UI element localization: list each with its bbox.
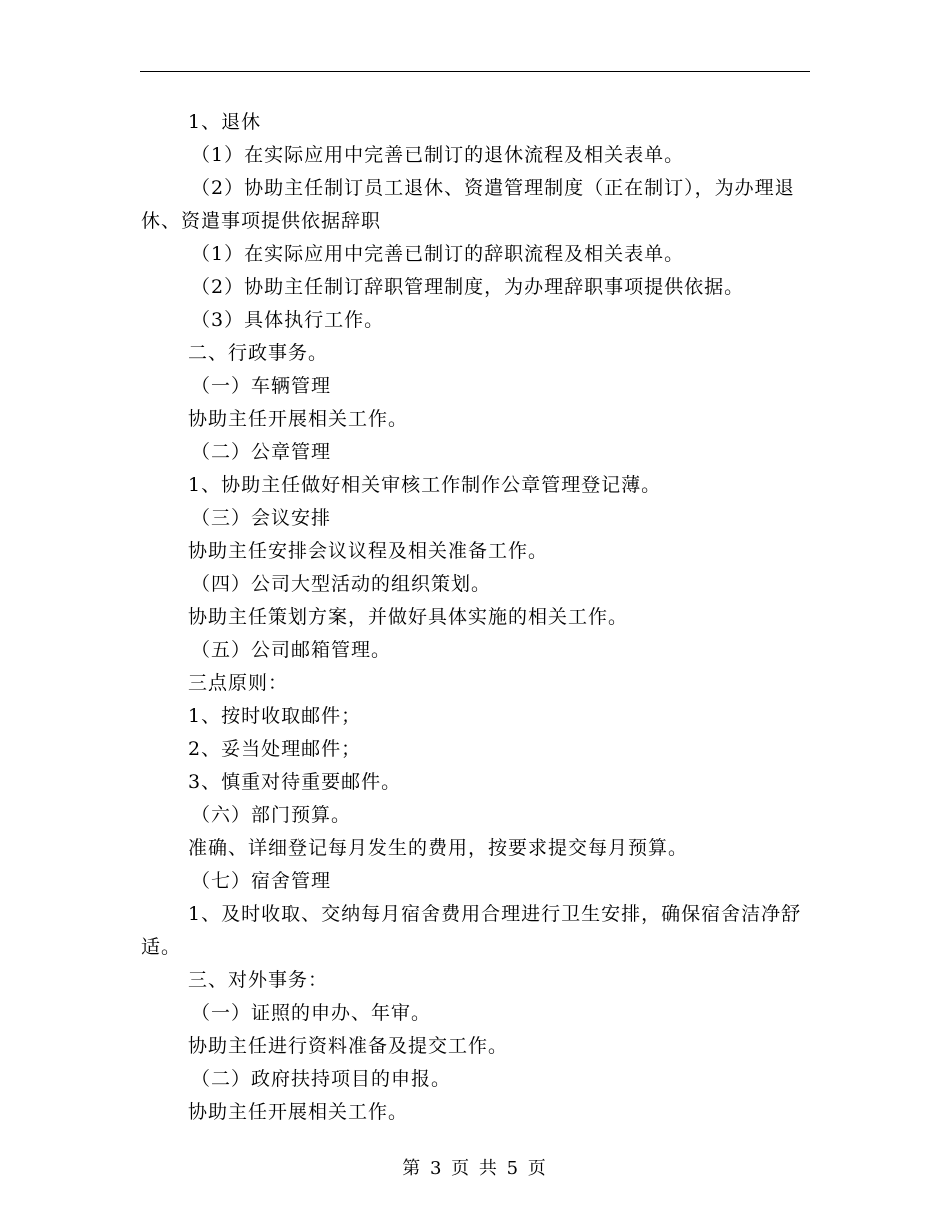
text-line: 1、及时收取、交纳每月宿舍费用合理进行卫生安排，确保宿舍洁净舒适。	[141, 903, 802, 958]
text-line: （四）公司大型活动的组织策划。	[191, 573, 492, 595]
text-line: （五）公司邮箱管理。	[191, 639, 392, 661]
text-line: （一）车辆管理	[191, 375, 332, 397]
header-rule	[140, 71, 810, 72]
text-line: 1、退休	[188, 111, 262, 133]
document-body	[141, 106, 811, 1129]
text-line: （1）在实际应用中完善已制订的退休流程及相关表单。	[191, 144, 685, 166]
text-line: （2）协助主任制订员工退休、资遣管理制度（正在制订），为办理退休、资遣事项提供依据辞职	[141, 177, 795, 232]
text-line: （七）宿舍管理	[191, 870, 332, 892]
text-line: 三点原则：	[188, 672, 289, 694]
text-line: 协助主任安排会议议程及相关准备工作。	[188, 540, 549, 562]
text-line: 协助主任进行资料准备及提交工作。	[188, 1035, 509, 1057]
text-line: （三）会议安排	[191, 507, 332, 529]
text-line: （1）在实际应用中完善已制订的辞职流程及相关表单。	[191, 243, 685, 265]
text-line: （二）政府扶持项目的申报。	[191, 1068, 452, 1090]
text-line: 协助主任开展相关工作。	[188, 1101, 409, 1123]
text-line: （2）协助主任制订辞职管理制度，为办理辞职事项提供依据。	[191, 276, 745, 298]
page-number: 第 3 页 共 5 页	[402, 1158, 548, 1179]
text-line: 协助主任开展相关工作。	[188, 408, 409, 430]
text-line: 三、对外事务：	[188, 969, 329, 991]
text-line: 准确、详细登记每月发生的费用，按要求提交每月预算。	[188, 837, 689, 859]
text-line: （二）公章管理	[191, 441, 332, 463]
text-line: 3、慎重对待重要邮件。	[188, 771, 402, 793]
text-line: 协助主任策划方案，并做好具体实施的相关工作。	[188, 606, 629, 628]
text-line: 2、妥当处理邮件；	[188, 738, 362, 760]
text-line: 1、按时收取邮件；	[188, 705, 362, 727]
text-line: （一）证照的申办、年审。	[191, 1002, 432, 1024]
text-line: （3）具体执行工作。	[191, 309, 385, 331]
text-line: 1、协助主任做好相关审核工作制作公章管理登记薄。	[188, 474, 662, 496]
text-line: 二、行政事务。	[188, 342, 329, 364]
text-line: （六）部门预算。	[191, 804, 352, 826]
